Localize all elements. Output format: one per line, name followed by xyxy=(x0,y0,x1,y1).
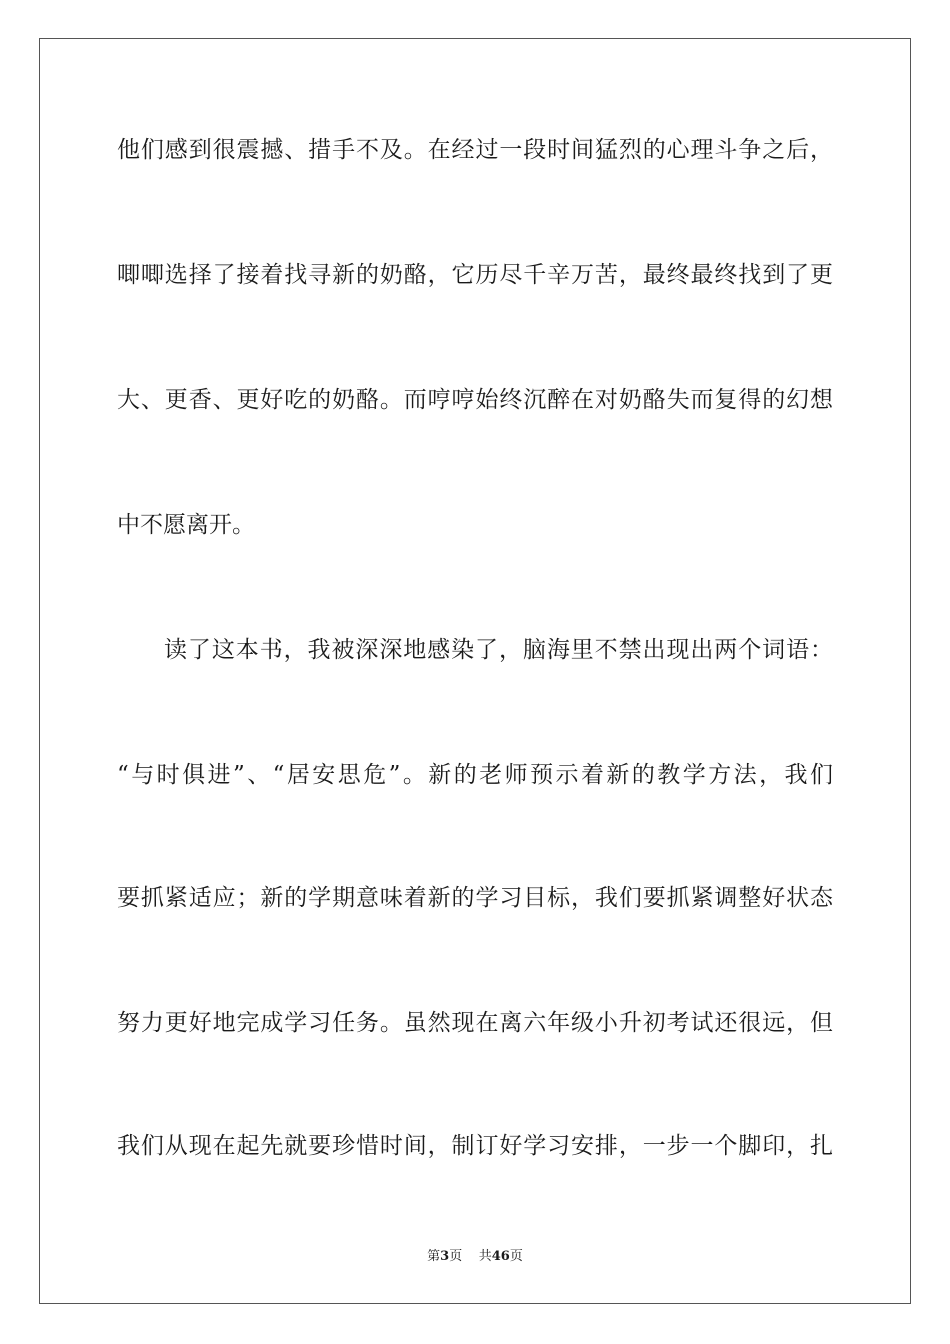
page-prefix: 第 xyxy=(427,1249,441,1264)
text-line-3: 大、更香、更好吃的奶酪。而哼哼始终沉醉在对奶酪失而复得的幻想 xyxy=(117,387,833,413)
text-line-2: 唧唧选择了接着找寻新的奶酪，它历尽千辛万苦，最终最终找到了更 xyxy=(117,262,833,288)
total-pages: 46 xyxy=(491,1249,510,1264)
text-line-7: 要抓紧适应；新的学期意味着新的学习目标，我们要抓紧调整好状态 xyxy=(117,885,833,911)
page-border xyxy=(39,38,911,1304)
text-line-5: 读了这本书，我被深深地感染了，脑海里不禁出现出两个词语： xyxy=(164,637,833,663)
page-footer xyxy=(0,1248,950,1266)
text-line-4: 中不愿离开。 xyxy=(117,512,255,538)
total-prefix: 共 xyxy=(478,1249,492,1264)
text-line-8: 努力更好地完成学习任务。虽然现在离六年级小升初考试还很远，但 xyxy=(117,1010,833,1036)
page-number: 3 xyxy=(440,1249,450,1264)
text-line-1: 他们感到很震撼、措手不及。在经过一段时间猛烈的心理斗争之后， xyxy=(117,137,833,163)
page-suffix: 页 xyxy=(449,1249,463,1264)
text-line-9: 我们从现在起先就要珍惜时间，制订好学习安排，一步一个脚印，扎 xyxy=(117,1133,833,1159)
text-line-6: “与时俱进”、“居安思危”。新的老师预示着新的教学方法，我们 xyxy=(117,762,833,788)
total-suffix: 页 xyxy=(509,1249,523,1264)
